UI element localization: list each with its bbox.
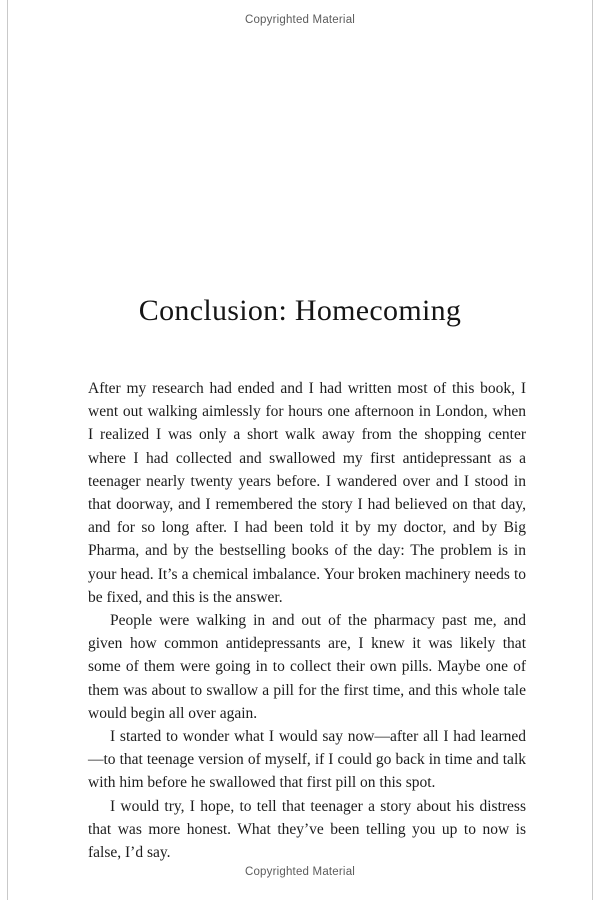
paragraph-1: After my research had ended and I had written most of this book, I went out walking aimlessly for hours one afternoon in London, when I realized I was only a short walk away from the shopping center where I had collected and swallowed my first antidepressant as a teenager nearly twenty years before. I wandered over and I stood in that doorway, and I remembered the story I had believed on that day, and for so long after. I had been told it by my doctor, and by Big Pharma, and by the bestselling books of the day: The problem is in your head. It’s a chemical imbalance. Your broken machinery needs to be fixed, and this is the answer. — [88, 380, 526, 606]
copyright-notice-bottom: Copyrighted Material — [244, 866, 356, 878]
paragraph-2: People were walking in and out of the pharmacy past me, and given how common antidepressants are, I knew it was likely that some of them were going in to collect their own pills. Maybe one of them was about to swallow a pill for the first time, and this whole tale would begin all over again. — [88, 612, 526, 722]
paragraph-4: I would try, I hope, to tell that teenager a story about his distress that was more honest. What they’ve been telling you up to now is false, I’d say. — [88, 797, 526, 862]
paragraph-3: I started to wonder what I would say now—after all I had learned—to that teenage version of myself, if I could go back in time and talk with him before he swallowed that first pill on this spot. — [88, 728, 526, 792]
page-edge-right — [592, 0, 593, 900]
body-text — [88, 377, 526, 864]
chapter-title: Conclusion: Homecoming — [138, 294, 462, 328]
page-edge-left — [7, 0, 8, 900]
copyright-notice-top: Copyrighted Material — [244, 14, 356, 26]
